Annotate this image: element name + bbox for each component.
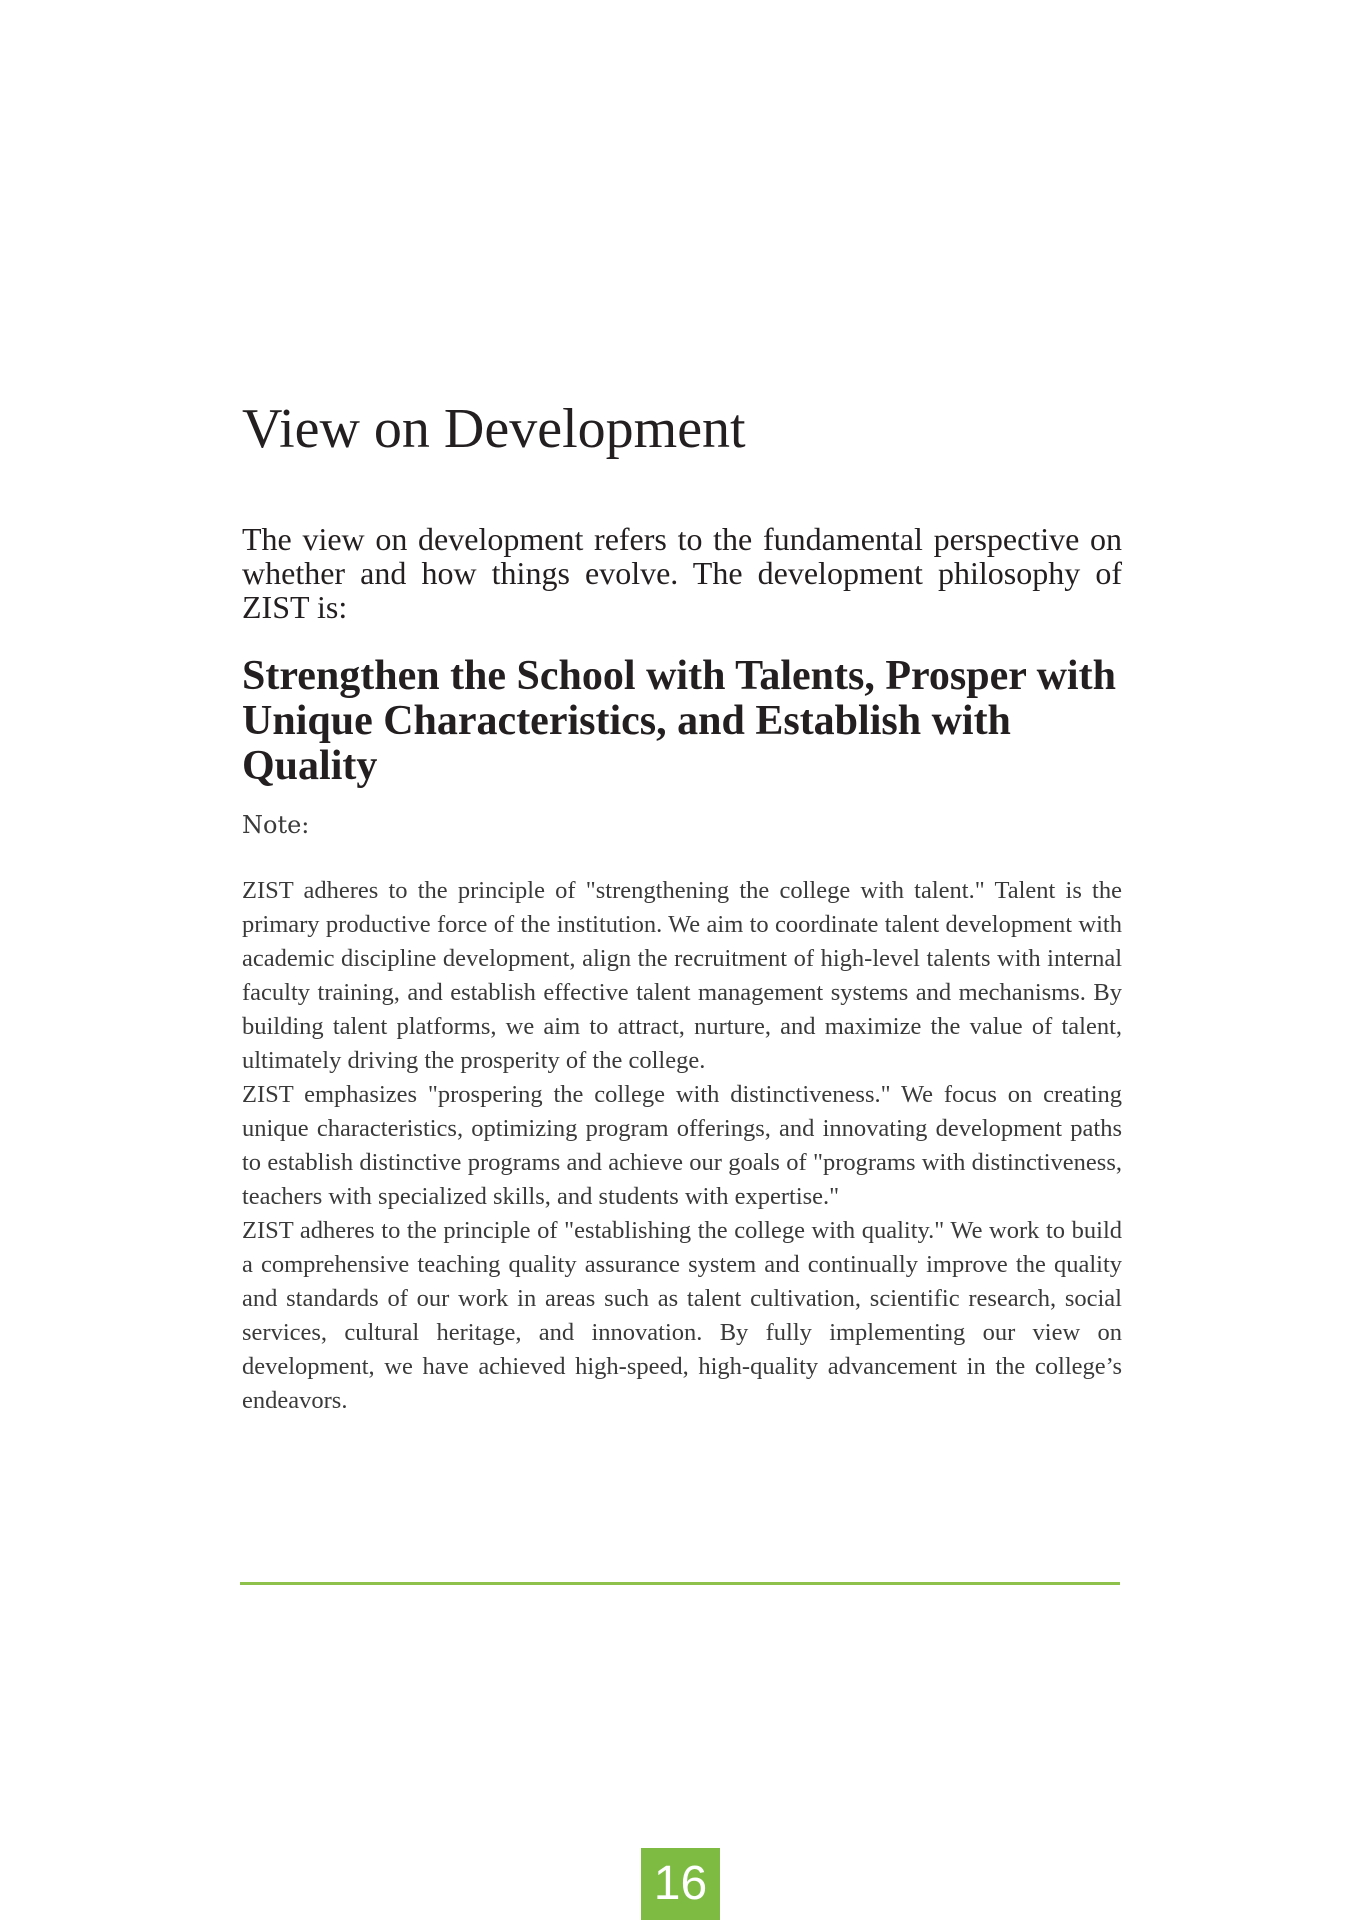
note-paragraph-distinctiveness: ZIST emphasizes "prospering the college with distinctiveness." We focus on creating unique characteristics, optimizing program offerings, and innovating development paths to establish distinctive programs and achieve our goals of "programs with distinctiveness, teachers with specialized skills, and students with expertise." <box>242 1081 1122 1210</box>
note-body <box>242 874 1122 1418</box>
page-number-badge: 16 <box>641 1848 720 1920</box>
development-motto: Strengthen the School with Talents, Prosper with Unique Characteristics, and Establish with Quality <box>242 653 1116 789</box>
green-divider <box>240 1582 1120 1585</box>
note-paragraph-talent: ZIST adheres to the principle of "strengthening the college with talent." Talent is the primary productive force of the institution. We aim to coordinate talent development with academic discipline development, align the recruitment of high-level talents with internal faculty training, and establish effective talent management systems and mechanisms. By building talent platforms, we aim to attract, nurture, and maximize the value of talent, ultimately driving the prosperity of the college. <box>242 877 1122 1074</box>
note-paragraph-quality: ZIST adheres to the principle of "establishing the college with quality." We work to build a comprehensive teaching quality assurance system and continually improve the quality and standards of our work in areas such as talent cultivation, scientific research, social services, cultural heritage, and innovation. By fully implementing our view on development, we have achieved high-speed, high-quality advancement in the college’s endeavors. <box>242 1217 1122 1414</box>
intro-paragraph: The view on development refers to the fundamental perspective on whether and how things evolve. The development philosophy of ZIST is: <box>242 521 1122 625</box>
note-label: Note: <box>242 811 310 839</box>
page-title: View on Development <box>242 398 746 460</box>
